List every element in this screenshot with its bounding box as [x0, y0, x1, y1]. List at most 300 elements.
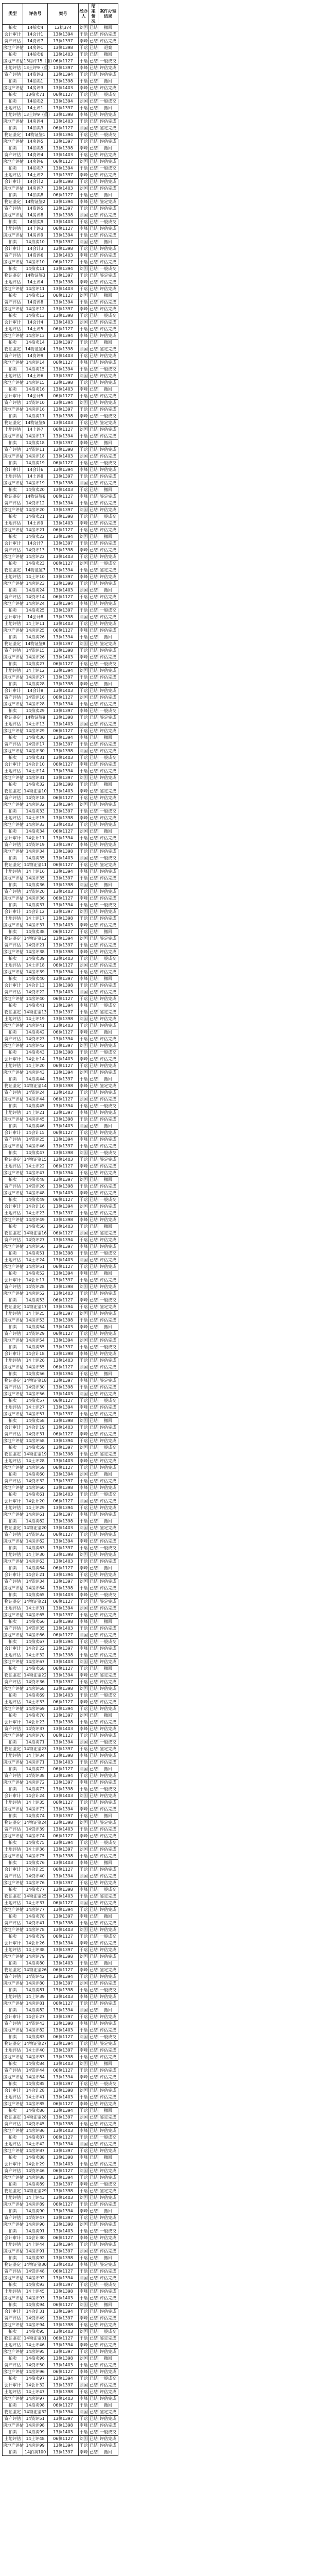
- cell-case-no: 13执1397: [48, 1980, 79, 1987]
- cell-status: 已结: [89, 1726, 98, 1733]
- cell-eval-no: 14资评16: [23, 694, 48, 701]
- table-row: [3, 1123, 118, 1130]
- cell-status: 已结: [89, 701, 98, 708]
- cell-type: 房地产评估: [3, 1244, 23, 1250]
- cell-status: 已结: [89, 1980, 98, 1987]
- cell-result: 评估完成: [98, 206, 118, 212]
- cell-agent: 于晗: [79, 1183, 89, 1190]
- cell-status: 已结: [89, 875, 98, 882]
- table-row: [3, 400, 118, 406]
- cell-eval-no: 14房评84: [23, 2074, 48, 2081]
- cell-agent: 刘国: [79, 1150, 89, 1157]
- table-row: [3, 674, 118, 681]
- cell-eval-no: 14房评98: [23, 2422, 48, 2429]
- cell-eval-no: 14物证鉴6: [23, 494, 48, 500]
- cell-case-no: 13执1398: [48, 2389, 79, 2396]
- cell-status: 已结: [89, 936, 98, 942]
- cell-eval-no: 14拍卖38: [23, 929, 48, 936]
- table-row: [3, 634, 118, 641]
- cell-case-no: 13执1394: [48, 2141, 79, 2148]
- cell-case-no: 06执1127: [48, 494, 79, 500]
- cell-result: 评估完成: [98, 1512, 118, 1518]
- cell-type: 拍卖: [3, 460, 23, 467]
- cell-result: 评估完成: [98, 2001, 118, 2007]
- cell-case-no: 13执1394: [48, 98, 79, 105]
- cell-result: 评估完成: [98, 252, 118, 259]
- table-row: [3, 38, 118, 45]
- cell-eval-no: 14物证鉴13: [23, 1009, 48, 1016]
- cell-status: 已结: [89, 534, 98, 540]
- cell-case-no: 06执1127: [48, 1431, 79, 1438]
- cell-result: 评估完成: [98, 761, 118, 768]
- cell-result: 评估完成: [98, 2148, 118, 2155]
- cell-eval-no: 14土评23: [23, 1210, 48, 1217]
- cell-type: 拍卖: [3, 1492, 23, 1498]
- cell-case-no: 13执1398: [48, 1250, 79, 1257]
- cell-eval-no: 14物证鉴30: [23, 2262, 48, 2268]
- cell-result: 评估完成: [98, 380, 118, 386]
- cell-status: 已结: [89, 721, 98, 728]
- table-row: [3, 299, 118, 306]
- cell-type: 拍卖: [3, 1398, 23, 1404]
- cell-eval-no: 14拍卖41: [23, 1003, 48, 1009]
- table-row: [3, 574, 118, 581]
- cell-status: 已结: [89, 2054, 98, 2061]
- cell-case-no: 13执1394: [48, 366, 79, 373]
- table-row: [3, 266, 118, 273]
- cell-result: 撤回: [98, 2302, 118, 2309]
- cell-eval-no: 14土评14: [23, 768, 48, 775]
- cell-agent: 于晗: [79, 1358, 89, 1364]
- cell-agent: 于晗: [79, 286, 89, 293]
- cell-status: 已结: [89, 286, 98, 293]
- cell-case-no: 13执1397: [48, 373, 79, 380]
- cell-status: 已结: [89, 1324, 98, 1331]
- cell-result: 评估完成: [98, 1411, 118, 1418]
- cell-status: 已结: [89, 2255, 98, 2262]
- cell-result: 评估完成: [98, 1498, 118, 1505]
- cell-type: 资产评估: [3, 2168, 23, 2175]
- cell-result: 评估完成: [98, 1016, 118, 1023]
- cell-status: 已结: [89, 1364, 98, 1371]
- cell-agent: 刘国: [79, 641, 89, 648]
- cell-case-no: 13执1403: [48, 286, 79, 293]
- cell-type: 土地评估: [3, 1404, 23, 1411]
- cell-agent: 李峰: [79, 2315, 89, 2322]
- cell-case-no: 13执1397: [48, 1210, 79, 1217]
- cell-eval-no: 14房评96: [23, 2369, 48, 2376]
- cell-eval-no: 14房评38: [23, 949, 48, 956]
- cell-case-no: 13执1403: [48, 1759, 79, 1766]
- cell-result: 一般成交: [98, 1150, 118, 1157]
- cell-status: 已结: [89, 2355, 98, 2362]
- table-row: [3, 1398, 118, 1404]
- cell-status: 已结: [89, 1183, 98, 1190]
- table-row: [3, 648, 118, 654]
- cell-eval-no: 14房评40: [23, 996, 48, 1003]
- cell-agent: 李峰: [79, 1592, 89, 1599]
- cell-agent: 李峰: [79, 145, 89, 152]
- cell-status: 已结: [89, 1934, 98, 1940]
- cell-result: 鉴定完成: [98, 2409, 118, 2416]
- cell-status: 已结: [89, 1398, 98, 1404]
- cell-eval-no: 14会计8: [23, 614, 48, 621]
- cell-case-no: 06执1127: [48, 895, 79, 902]
- cell-result: 撤回: [98, 1029, 118, 1036]
- cell-status: 已结: [89, 1177, 98, 1183]
- cell-type: 拍卖: [3, 2429, 23, 2436]
- cell-eval-no: 14物证鉴23: [23, 1746, 48, 1753]
- cell-case-no: 06执1127: [48, 2369, 79, 2376]
- cell-result: 评估完成: [98, 1130, 118, 1137]
- cell-eval-no: 14拍卖23: [23, 561, 48, 567]
- cell-status: 已结: [89, 1317, 98, 1324]
- table-row: [3, 1425, 118, 1431]
- cell-type: 拍卖: [3, 634, 23, 641]
- cell-eval-no: 14房评73: [23, 1806, 48, 1813]
- cell-result: 评估完成: [98, 2141, 118, 2148]
- cell-agent: 刘国: [79, 2382, 89, 2389]
- cell-type: 土地评估: [3, 172, 23, 179]
- table-row: [3, 1753, 118, 1759]
- cell-result: 评估完成: [98, 1632, 118, 1639]
- cell-status: 已结: [89, 2128, 98, 2134]
- cell-case-no: 13执1403: [48, 185, 79, 192]
- cell-case-no: 13执1394: [48, 1170, 79, 1177]
- cell-eval-no: 14房评13: [23, 333, 48, 340]
- cell-status: 已结: [89, 145, 98, 152]
- cell-type: 土地评估: [3, 668, 23, 674]
- cell-case-no: 13执1397: [48, 1846, 79, 1853]
- cell-agent: 于晗: [79, 1679, 89, 1686]
- cell-agent: 于晗: [79, 1558, 89, 1565]
- cell-agent: 于晗: [79, 2148, 89, 2155]
- cell-agent: 李峰: [79, 252, 89, 259]
- cell-agent: 于晗: [79, 2335, 89, 2342]
- cell-result: 评估完成: [98, 1585, 118, 1592]
- cell-agent: 于晗: [79, 782, 89, 788]
- cell-agent: 于晗: [79, 1826, 89, 1833]
- cell-result: 评估完成: [98, 621, 118, 628]
- cell-result: 评估完成: [98, 1217, 118, 1224]
- cell-eval-no: 14拍卖54: [23, 1324, 48, 1331]
- cell-case-no: 13执1398: [48, 782, 79, 788]
- cell-eval-no: 14土评26: [23, 1358, 48, 1364]
- cell-eval-no: 14土评36: [23, 1846, 48, 1853]
- table-row: [3, 1250, 118, 1257]
- cell-type: 物证鉴定: [3, 273, 23, 279]
- cell-type: 会计审计: [3, 179, 23, 185]
- cell-eval-no: 14拍卖62: [23, 1518, 48, 1525]
- cell-status: 已结: [89, 1867, 98, 1873]
- cell-eval-no: 14资评15: [23, 648, 48, 654]
- table-row: [3, 567, 118, 574]
- cell-result: 评估完成: [98, 1833, 118, 1840]
- cell-agent: 于晗: [79, 1371, 89, 1378]
- cell-status: 已结: [89, 768, 98, 775]
- cell-case-no: 13执1397: [48, 2315, 79, 2322]
- cell-agent: 于晗: [79, 634, 89, 641]
- cell-eval-no: 14会计24: [23, 1793, 48, 1800]
- cell-case-no: 13执1398: [48, 1518, 79, 1525]
- cell-status: 已结: [89, 494, 98, 500]
- cell-agent: 李峰: [79, 1297, 89, 1304]
- table-row: [3, 1733, 118, 1739]
- table-header-row: [3, 4, 118, 25]
- cell-status: 已结: [89, 1820, 98, 1826]
- table-row: [3, 98, 118, 105]
- cell-status: 已结: [89, 159, 98, 165]
- cell-type: 物证鉴定: [3, 862, 23, 869]
- table-row: [3, 1646, 118, 1652]
- cell-result: 撤回: [98, 239, 118, 246]
- cell-agent: 于晗: [79, 822, 89, 828]
- table-row: [3, 2001, 118, 2007]
- cell-agent: 于晗: [79, 2081, 89, 2088]
- cell-eval-no: 14物证鉴14: [23, 1083, 48, 1090]
- cell-type: 拍卖: [3, 587, 23, 594]
- cell-eval-no: 14拍卖35: [23, 855, 48, 862]
- cell-agent: 李峰: [79, 1137, 89, 1143]
- cell-status: 已结: [89, 500, 98, 507]
- cell-type: 土地评估: [3, 2047, 23, 2054]
- cell-result: 评估完成: [98, 286, 118, 293]
- cell-type: 物证鉴定: [3, 1009, 23, 1016]
- cell-eval-no: 14会计11: [23, 835, 48, 842]
- cell-type: 拍卖: [3, 2007, 23, 2014]
- cell-result: 评估完成: [98, 1579, 118, 1585]
- cell-result: 一般成交: [98, 902, 118, 909]
- cell-case-no: 13执1398: [48, 145, 79, 152]
- cell-status: 已结: [89, 2134, 98, 2141]
- cell-case-no: 06执1127: [48, 1632, 79, 1639]
- cell-result: 评估完成: [98, 1927, 118, 1934]
- cell-type: 拍卖: [3, 1619, 23, 1625]
- cell-case-no: 13执1403: [48, 688, 79, 694]
- cell-eval-no: 14资评44: [23, 2067, 48, 2074]
- cell-status: 已结: [89, 1210, 98, 1217]
- table-row: [3, 2443, 118, 2449]
- cell-case-no: 13执1403: [48, 2061, 79, 2067]
- cell-result: 一般成交: [98, 1840, 118, 1846]
- cell-status: 已结: [89, 949, 98, 956]
- cell-result: 评估完成: [98, 2289, 118, 2295]
- cell-result: 评估完成: [98, 1478, 118, 1485]
- cell-status: 已结: [89, 2275, 98, 2282]
- cell-eval-no: 14房评46: [23, 1143, 48, 1150]
- cell-case-no: 13执1394: [48, 31, 79, 38]
- cell-status: 已结: [89, 882, 98, 889]
- cell-result: 一般成交: [98, 1445, 118, 1451]
- cell-eval-no: 14房评67: [23, 1659, 48, 1666]
- cell-type: 拍卖: [3, 1545, 23, 1552]
- cell-status: 已结: [89, 782, 98, 788]
- table-row: [3, 1558, 118, 1565]
- cell-case-no: 13执1403: [48, 1860, 79, 1867]
- table-row: [3, 2242, 118, 2248]
- cell-case-no: 13执1403: [48, 587, 79, 594]
- cell-type: 拍卖: [3, 98, 23, 105]
- cell-eval-no: 14拍卖83: [23, 2034, 48, 2041]
- cell-case-no: 13执1394: [48, 936, 79, 942]
- cell-type: 拍卖: [3, 2376, 23, 2382]
- cell-case-no: 13执1398: [48, 313, 79, 319]
- cell-status: 已结: [89, 393, 98, 400]
- cell-case-no: 13执1403: [48, 621, 79, 628]
- cell-result: 评估完成: [98, 688, 118, 694]
- cell-agent: 李峰: [79, 788, 89, 795]
- cell-type: 房地产评估: [3, 2443, 23, 2449]
- table-row: [3, 2041, 118, 2047]
- cell-eval-no: 14物证鉴15: [23, 1157, 48, 1163]
- cell-eval-no: 14资评38: [23, 1773, 48, 1780]
- cell-status: 已结: [89, 1900, 98, 1907]
- cell-result: 评估完成: [98, 1686, 118, 1692]
- cell-result: 撤回: [98, 2155, 118, 2161]
- cell-agent: 于晗: [79, 1934, 89, 1940]
- cell-type: 拍卖: [3, 2061, 23, 2067]
- cell-agent: 于晗: [79, 2041, 89, 2047]
- cell-case-no: 13执1397: [48, 1311, 79, 1317]
- cell-agent: 于晗: [79, 105, 89, 112]
- cell-type: 物证鉴定: [3, 1525, 23, 1532]
- cell-status: 已结: [89, 1686, 98, 1692]
- table-row: [3, 239, 118, 246]
- cell-agent: 于晗: [79, 2188, 89, 2195]
- cell-case-no: 06执1127: [48, 1297, 79, 1304]
- cell-agent: 李峰: [79, 708, 89, 715]
- cell-agent: 于晗: [79, 1907, 89, 1913]
- cell-case-no: 13执1403: [48, 1391, 79, 1398]
- cell-eval-no: 14资评27: [23, 1237, 48, 1244]
- cell-case-no: 13执1403: [48, 252, 79, 259]
- cell-eval-no: 14拍卖66: [23, 1619, 48, 1625]
- cell-type: 房地产评估: [3, 1806, 23, 1813]
- cell-agent: 于晗: [79, 862, 89, 869]
- cell-status: 已结: [89, 2248, 98, 2255]
- cell-eval-no: 14物证鉴22: [23, 1672, 48, 1679]
- cell-result: 评估完成: [98, 1264, 118, 1270]
- cell-agent: 刘国: [79, 1498, 89, 1505]
- cell-eval-no: 14房评93: [23, 2295, 48, 2302]
- cell-result: 评估完成: [98, 393, 118, 400]
- cell-agent: 于晗: [79, 2376, 89, 2382]
- cell-case-no: 13执1397: [48, 775, 79, 782]
- cell-eval-no: 14资评37: [23, 1726, 48, 1733]
- cell-type: 房地产评估: [3, 674, 23, 681]
- cell-agent: 李峰: [79, 38, 89, 45]
- cell-case-no: 13执1398: [48, 2355, 79, 2362]
- cell-result: 评估完成: [98, 2235, 118, 2242]
- cell-eval-no: 14拍卖84: [23, 2061, 48, 2067]
- cell-eval-no: 14会计27: [23, 2014, 48, 2021]
- cell-type: 房地产评估: [3, 380, 23, 386]
- cell-case-no: 13执1394: [48, 2074, 79, 2081]
- cell-status: 已结: [89, 1250, 98, 1257]
- cell-type: 物证鉴定: [3, 2188, 23, 2195]
- table-row: [3, 1699, 118, 1706]
- cell-eval-no: 14房评90: [23, 2222, 48, 2228]
- cell-type: 土地评估: [3, 574, 23, 581]
- cell-status: 已结: [89, 1391, 98, 1398]
- cell-result: 评估完成: [98, 1438, 118, 1445]
- table-row: [3, 1237, 118, 1244]
- cell-result: 评估完成: [98, 2309, 118, 2315]
- cell-result: 评估完成: [98, 1391, 118, 1398]
- cell-eval-no: 14房评30: [23, 748, 48, 755]
- table-row: [3, 252, 118, 259]
- cell-status: 已结: [89, 909, 98, 916]
- cell-case-no: 13执1394: [48, 768, 79, 775]
- cell-agent: 刘国: [79, 25, 89, 31]
- cell-result: 评估完成: [98, 2248, 118, 2255]
- cell-status: 已结: [89, 1036, 98, 1043]
- cell-case-no: 13执1394: [48, 500, 79, 507]
- cell-eval-no: 14会计13: [23, 982, 48, 989]
- cell-eval-no: 14房评52: [23, 1291, 48, 1297]
- cell-agent: 李峰: [79, 1780, 89, 1786]
- cell-result: 评估完成: [98, 1793, 118, 1800]
- cell-agent: 于晗: [79, 1237, 89, 1244]
- cell-result: 鉴定完成: [98, 788, 118, 795]
- cell-eval-no: 14会计15: [23, 1130, 48, 1137]
- cell-eval-no: 14房评87: [23, 2148, 48, 2155]
- cell-eval-no: 14资评17: [23, 741, 48, 748]
- cell-agent: 刘国: [79, 1659, 89, 1666]
- cell-case-no: 06执1127: [48, 929, 79, 936]
- cell-status: 已结: [89, 1049, 98, 1056]
- cell-status: 已结: [89, 567, 98, 574]
- table-row: [3, 1036, 118, 1043]
- table-row: [3, 1418, 118, 1425]
- cell-result: 鉴定完成: [98, 1304, 118, 1311]
- table-row: [3, 2222, 118, 2228]
- cell-case-no: 06执1127: [48, 226, 79, 232]
- cell-agent: 于晗: [79, 741, 89, 748]
- table-row: [3, 179, 118, 185]
- cell-status: 已结: [89, 212, 98, 219]
- cell-agent: 李峰: [79, 1672, 89, 1679]
- table-row: [3, 1384, 118, 1391]
- cell-case-no: 13执1394: [48, 1940, 79, 1947]
- cell-status: 已结: [89, 1277, 98, 1284]
- cell-case-no: 13执1394: [48, 132, 79, 139]
- cell-case-no: 13执1403: [48, 152, 79, 159]
- cell-type: 会计审计: [3, 1793, 23, 1800]
- cell-eval-no: 14房评19: [23, 480, 48, 487]
- cell-status: 已结: [89, 1967, 98, 1974]
- cell-status: 已结: [89, 139, 98, 145]
- cell-eval-no: 14房评48: [23, 1190, 48, 1197]
- cell-status: 已结: [89, 333, 98, 340]
- cell-case-no: 06执1127: [48, 728, 79, 735]
- cell-eval-no: 14房评37: [23, 922, 48, 929]
- cell-status: 已结: [89, 2121, 98, 2128]
- cell-type: 房地产评估: [3, 949, 23, 956]
- cell-type: 拍卖: [3, 708, 23, 715]
- cell-case-no: 13执1403: [48, 889, 79, 895]
- table-row: [3, 1465, 118, 1471]
- cell-type: 土地评估: [3, 1210, 23, 1217]
- cell-type: 房地产评估: [3, 701, 23, 708]
- cell-type: 房地产评估: [3, 922, 23, 929]
- cell-case-no: 13执1398: [48, 547, 79, 554]
- table-row: [3, 1378, 118, 1384]
- cell-status: 已结: [89, 105, 98, 112]
- cell-result: 评估完成: [98, 581, 118, 587]
- cell-type: 物证鉴定: [3, 936, 23, 942]
- cell-eval-no: 14拍卖89: [23, 2181, 48, 2188]
